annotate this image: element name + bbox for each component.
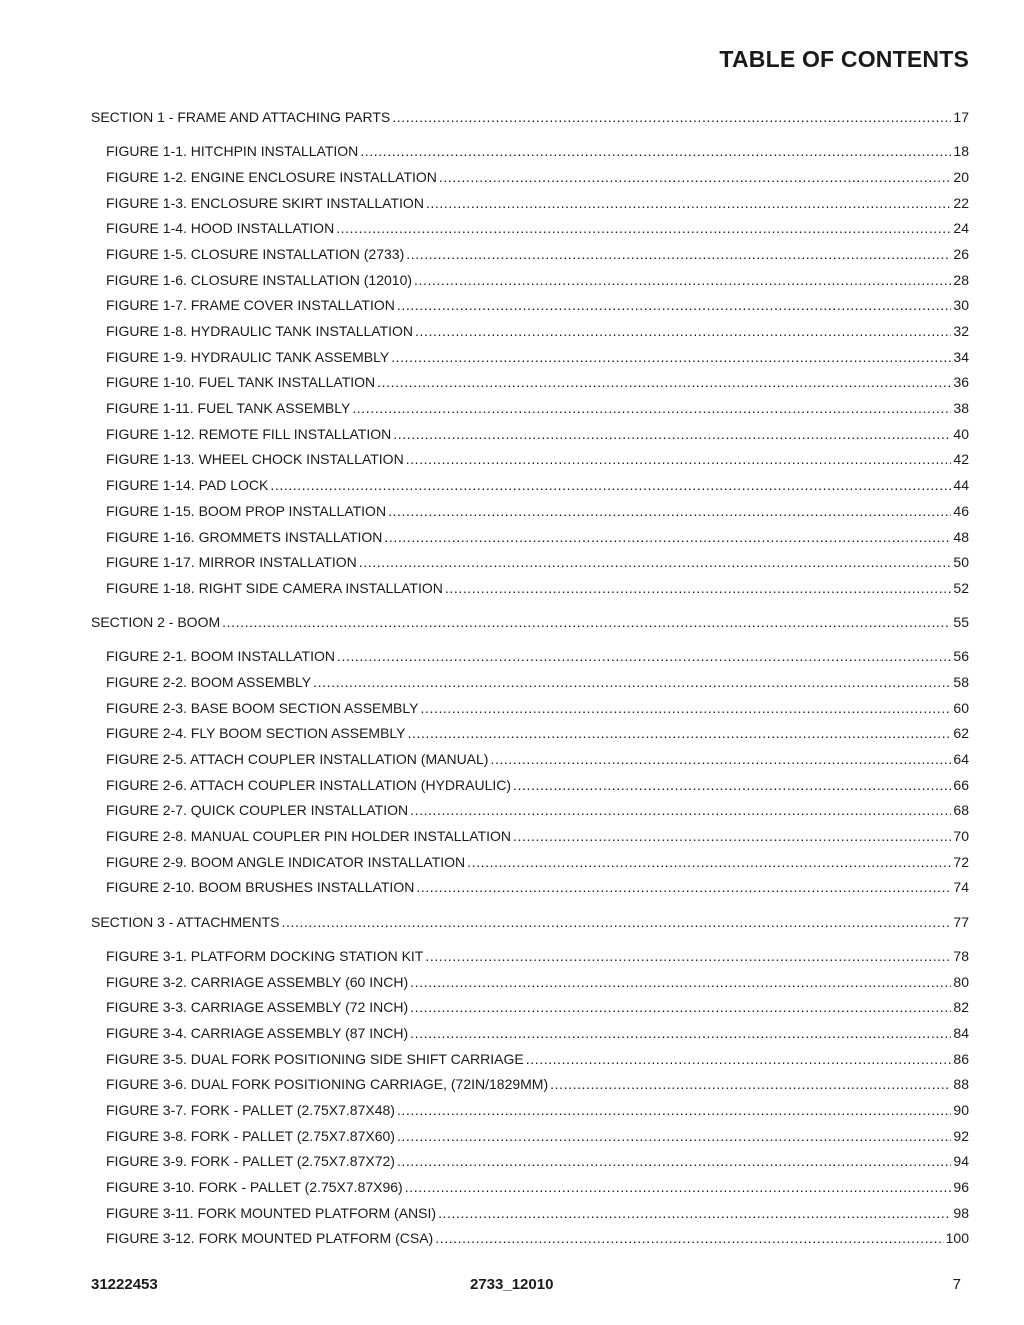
toc-figure-entry[interactable] — [91, 553, 969, 579]
toc-figure-entry-page-number: 60 — [953, 699, 969, 716]
dot-leader — [438, 1204, 951, 1222]
table-of-contents — [91, 108, 969, 1255]
toc-figure-entry[interactable] — [91, 1204, 969, 1230]
toc-figure-entry-label: FIGURE 1-16. GROMMETS INSTALLATION — [106, 528, 383, 545]
toc-figure-entry-label: FIGURE 3-9. FORK - PALLET (2.75X7.87X72) — [106, 1153, 395, 1170]
dot-leader — [270, 476, 951, 494]
toc-figure-entry[interactable] — [91, 1152, 969, 1178]
toc-figure-entry[interactable] — [91, 168, 969, 194]
toc-figure-entry-page-number: 64 — [953, 751, 969, 767]
toc-figure-entry[interactable] — [91, 1101, 969, 1127]
toc-figure-entry-page-number: 46 — [953, 502, 969, 519]
toc-section-entry-page-number: 77 — [953, 913, 969, 930]
toc-figure-entry-label: FIGURE 3-1. PLATFORM DOCKING STATION KIT — [106, 947, 424, 964]
toc-figure-entry-page-number: 66 — [953, 776, 969, 793]
toc-figure-entry-label: FIGURE 2-4. FLY BOOM SECTION ASSEMBLY — [106, 725, 406, 742]
dot-leader — [410, 1024, 951, 1042]
dot-leader — [359, 553, 952, 571]
toc-figure-entry-page-number: 38 — [953, 400, 969, 417]
toc-figure-entry[interactable] — [91, 776, 969, 802]
toc-figure-entry-page-number: 20 — [953, 168, 969, 185]
dot-leader — [391, 348, 951, 366]
toc-figure-entry-page-number: 58 — [953, 673, 969, 690]
dot-leader — [406, 245, 951, 263]
toc-figure-entry-page-number: 80 — [953, 973, 969, 990]
toc-figure-entry-page-number: 72 — [953, 853, 969, 870]
toc-figure-entry[interactable] — [91, 998, 969, 1024]
toc-figure-entry[interactable] — [91, 399, 969, 425]
toc-figure-entry[interactable] — [91, 476, 969, 502]
toc-figure-entry-page-number: 90 — [953, 1101, 969, 1118]
toc-figure-entry[interactable] — [91, 673, 969, 699]
toc-figure-entry-label: FIGURE 2-6. ATTACH COUPLER INSTALLATION (HYDRAULIC) — [106, 776, 512, 793]
toc-figure-entry[interactable] — [91, 322, 969, 348]
dot-leader — [425, 947, 951, 965]
toc-figure-entry[interactable] — [91, 878, 969, 904]
dot-leader — [336, 219, 951, 237]
footer-model: 2733_12010 — [470, 1276, 554, 1293]
toc-figure-entry-label: FIGURE 3-6. DUAL FORK POSITIONING CARRIAGE, (72IN/1829MM) — [106, 1076, 549, 1093]
toc-figure-entry-page-number: 94 — [953, 1153, 969, 1170]
dot-leader — [467, 853, 951, 871]
toc-figure-entry-page-number: 86 — [953, 1050, 969, 1067]
toc-figure-entry-label: FIGURE 3-7. FORK - PALLET (2.75X7.87X48) — [106, 1101, 395, 1118]
toc-figure-entry-page-number: 74 — [953, 879, 969, 896]
toc-figure-entry[interactable] — [91, 1075, 969, 1101]
toc-figure-entry-page-number: 34 — [953, 348, 969, 365]
toc-figure-entry-label: FIGURE 1-5. CLOSURE INSTALLATION (2733) — [106, 245, 405, 262]
toc-figure-entry-label: FIGURE 3-10. FORK - PALLET (2.75X7.87X96) — [106, 1179, 403, 1195]
toc-figure-entry-page-number: 48 — [953, 528, 969, 545]
toc-figure-entry-label: FIGURE 1-13. WHEEL CHOCK INSTALLATION — [106, 451, 404, 468]
toc-figure-entry-page-number: 68 — [953, 802, 969, 819]
toc-figure-entry-label: FIGURE 1-10. FUEL TANK INSTALLATION — [106, 374, 376, 391]
toc-figure-entry[interactable] — [91, 1178, 969, 1204]
toc-figure-entry-label: FIGURE 1-12. REMOTE FILL INSTALLATION — [106, 425, 392, 442]
toc-figure-entry-label: FIGURE 3-2. CARRIAGE ASSEMBLY (60 INCH) — [106, 973, 409, 990]
toc-figure-entry[interactable] — [91, 801, 969, 827]
dot-leader — [222, 613, 951, 631]
dot-leader — [360, 142, 951, 160]
dot-leader — [550, 1075, 951, 1093]
toc-figure-entry-page-number: 30 — [953, 297, 969, 314]
dot-leader — [513, 827, 951, 845]
dot-leader — [410, 801, 951, 819]
toc-figure-entry-page-number: 70 — [953, 828, 969, 845]
toc-figure-entry-label: FIGURE 2-3. BASE BOOM SECTION ASSEMBLY — [106, 699, 419, 716]
dot-leader — [352, 399, 951, 417]
toc-figure-entry-page-number: 22 — [953, 194, 969, 211]
toc-figure-entry-page-number: 52 — [953, 579, 969, 596]
toc-figure-entry-label: FIGURE 1-3. ENCLOSURE SKIRT INSTALLATION — [106, 194, 424, 211]
dot-leader — [392, 108, 951, 126]
toc-figure-entry[interactable] — [91, 219, 969, 245]
toc-figure-entry[interactable] — [91, 1050, 969, 1076]
toc-figure-entry[interactable] — [91, 425, 969, 451]
dot-leader — [282, 913, 952, 931]
toc-figure-entry-label: FIGURE 1-4. HOOD INSTALLATION — [106, 220, 335, 237]
toc-figure-entry-label: FIGURE 2-1. BOOM INSTALLATION — [106, 648, 335, 665]
dot-leader — [393, 425, 951, 443]
toc-figure-entry[interactable] — [91, 750, 969, 776]
toc-figure-entry-page-number: 88 — [953, 1076, 969, 1093]
dot-leader — [408, 724, 952, 742]
toc-figure-entry[interactable] — [91, 647, 969, 673]
toc-figure-entry-page-number: 36 — [953, 374, 969, 391]
footer-page-number: 7 — [952, 1276, 961, 1293]
dot-leader — [388, 502, 951, 520]
toc-figure-entry-page-number: 28 — [953, 271, 969, 288]
toc-figure-entry[interactable] — [91, 1024, 969, 1050]
toc-figure-entry[interactable] — [91, 502, 969, 528]
toc-figure-entry[interactable] — [91, 724, 969, 750]
dot-leader — [397, 1101, 951, 1119]
toc-figure-entry-label: FIGURE 3-12. FORK MOUNTED PLATFORM (CSA) — [106, 1230, 434, 1247]
toc-figure-entry[interactable] — [91, 450, 969, 476]
toc-figure-entry-label: FIGURE 2-9. BOOM ANGLE INDICATOR INSTALLATION — [106, 853, 466, 870]
toc-figure-entry-label: FIGURE 2-10. BOOM BRUSHES INSTALLATION — [106, 879, 415, 896]
toc-figure-entry-label: FIGURE 1-6. CLOSURE INSTALLATION (12010) — [106, 271, 413, 288]
toc-section-entry-page-number: 17 — [953, 109, 969, 125]
toc-section-entry-label: SECTION 3 - ATTACHMENTS — [91, 913, 280, 930]
toc-figure-entry[interactable] — [91, 271, 969, 297]
dot-leader — [397, 1152, 951, 1170]
toc-figure-entry[interactable] — [91, 853, 969, 879]
dot-leader — [445, 579, 952, 597]
dot-leader — [415, 322, 951, 340]
dot-leader — [377, 373, 951, 391]
dot-leader — [490, 750, 951, 768]
dot-leader — [410, 998, 951, 1016]
toc-figure-entry[interactable] — [91, 1127, 969, 1153]
toc-figure-entry[interactable] — [91, 528, 969, 554]
dot-leader — [420, 699, 951, 717]
page-title: TABLE OF CONTENTS — [719, 46, 969, 72]
dot-leader — [405, 1178, 952, 1196]
dot-leader — [384, 528, 951, 546]
toc-figure-entry-label: FIGURE 1-15. BOOM PROP INSTALLATION — [106, 502, 387, 519]
toc-figure-entry-page-number: 78 — [953, 947, 969, 964]
toc-figure-entry-page-number: 82 — [953, 999, 969, 1016]
toc-figure-entry-label: FIGURE 1-1. HITCHPIN INSTALLATION — [106, 143, 359, 160]
toc-figure-entry-page-number: 50 — [953, 554, 969, 571]
toc-figure-entry-label: FIGURE 3-8. FORK - PALLET (2.75X7.87X60) — [106, 1127, 395, 1144]
dot-leader — [526, 1050, 952, 1068]
toc-figure-entry-label: FIGURE 3-4. CARRIAGE ASSEMBLY (87 INCH) — [106, 1024, 409, 1041]
toc-figure-entry-page-number: 96 — [953, 1179, 969, 1195]
toc-figure-entry[interactable] — [91, 194, 969, 220]
toc-figure-entry[interactable] — [91, 973, 969, 999]
dot-leader — [426, 194, 951, 212]
toc-figure-entry[interactable] — [91, 1229, 969, 1255]
toc-figure-entry-label: FIGURE 2-5. ATTACH COUPLER INSTALLATION (MANUAL) — [106, 751, 489, 767]
toc-figure-entry-label: FIGURE 2-2. BOOM ASSEMBLY — [106, 673, 312, 690]
toc-figure-entry-page-number: 92 — [953, 1127, 969, 1144]
toc-figure-entry-page-number: 32 — [953, 323, 969, 339]
toc-figure-entry-label: FIGURE 1-14. PAD LOCK — [106, 477, 269, 494]
dot-leader — [435, 1229, 943, 1247]
toc-section-entry[interactable] — [91, 913, 969, 939]
toc-figure-entry-page-number: 26 — [953, 245, 969, 262]
toc-figure-entry-page-number: 44 — [953, 477, 969, 494]
toc-section-entry-label: SECTION 2 - BOOM — [91, 614, 221, 631]
toc-figure-entry[interactable] — [91, 579, 969, 605]
toc-figure-entry-page-number: 56 — [953, 648, 969, 665]
dot-leader — [414, 271, 951, 289]
dot-leader — [337, 647, 951, 665]
toc-figure-entry-label: FIGURE 2-8. MANUAL COUPLER PIN HOLDER INSTALLATION — [106, 828, 512, 845]
toc-figure-entry-label: FIGURE 1-7. FRAME COVER INSTALLATION — [106, 297, 395, 314]
toc-figure-entry-page-number: 100 — [945, 1230, 969, 1247]
toc-section-entry-label: SECTION 1 - FRAME AND ATTACHING PARTS — [91, 109, 391, 125]
dot-leader — [406, 450, 952, 468]
toc-figure-entry[interactable] — [91, 348, 969, 374]
toc-figure-entry-label: FIGURE 1-17. MIRROR INSTALLATION — [106, 554, 357, 571]
dot-leader — [313, 673, 951, 691]
toc-figure-entry[interactable] — [91, 699, 969, 725]
toc-figure-entry-page-number: 24 — [953, 220, 969, 237]
toc-figure-entry-label: FIGURE 1-9. HYDRAULIC TANK ASSEMBLY — [106, 348, 390, 365]
toc-figure-entry-page-number: 42 — [953, 451, 969, 468]
dot-leader — [397, 296, 952, 314]
toc-figure-entry-label: FIGURE 3-11. FORK MOUNTED PLATFORM (ANSI) — [106, 1204, 437, 1221]
dot-leader — [410, 973, 951, 991]
toc-section-entry[interactable] — [91, 108, 969, 134]
toc-figure-entry[interactable] — [91, 373, 969, 399]
toc-figure-entry[interactable] — [91, 827, 969, 853]
toc-figure-entry[interactable] — [91, 296, 969, 322]
toc-figure-entry[interactable] — [91, 142, 969, 168]
toc-figure-entry-page-number: 40 — [953, 425, 969, 442]
toc-section-entry-page-number: 55 — [953, 614, 969, 631]
footer-doc-number: 31222453 — [91, 1276, 158, 1293]
toc-figure-entry-page-number: 98 — [953, 1204, 969, 1221]
dot-leader — [416, 878, 951, 896]
toc-figure-entry-page-number: 62 — [953, 725, 969, 742]
toc-figure-entry[interactable] — [91, 245, 969, 271]
toc-figure-entry-label: FIGURE 1-8. HYDRAULIC TANK INSTALLATION — [106, 323, 414, 339]
dot-leader — [439, 168, 952, 186]
toc-figure-entry[interactable] — [91, 947, 969, 973]
toc-figure-entry-label: FIGURE 1-18. RIGHT SIDE CAMERA INSTALLATION — [106, 579, 443, 596]
toc-section-entry[interactable] — [91, 613, 969, 639]
dot-leader — [397, 1127, 951, 1145]
toc-figure-entry-page-number: 18 — [953, 143, 969, 160]
toc-figure-entry-label: FIGURE 1-2. ENGINE ENCLOSURE INSTALLATION — [106, 168, 437, 185]
toc-figure-entry-label: FIGURE 3-5. DUAL FORK POSITIONING SIDE SHIFT CARRIAGE — [106, 1050, 524, 1067]
toc-figure-entry-label: FIGURE 2-7. QUICK COUPLER INSTALLATION — [106, 802, 409, 819]
dot-leader — [513, 776, 951, 794]
toc-figure-entry-label: FIGURE 3-3. CARRIAGE ASSEMBLY (72 INCH) — [106, 999, 409, 1016]
toc-figure-entry-page-number: 84 — [953, 1024, 969, 1041]
toc-figure-entry-label: FIGURE 1-11. FUEL TANK ASSEMBLY — [106, 400, 351, 417]
